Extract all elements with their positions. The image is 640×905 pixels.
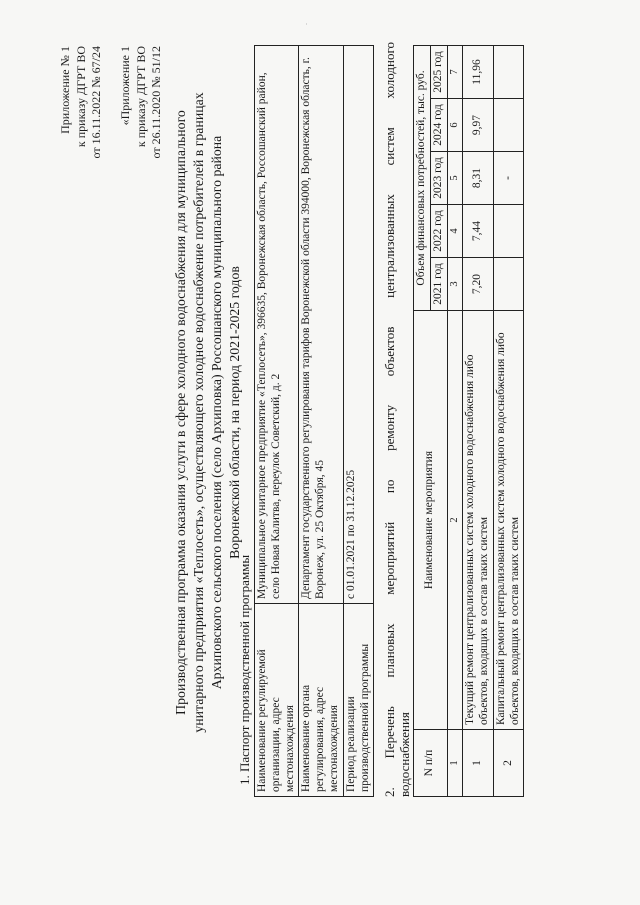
year-value: 7,20	[463, 258, 494, 311]
section-2-title: 2. Перечень плановых мероприятий по ремонту объектов централизованных систем холодного	[382, 42, 397, 797]
column-index: 6	[447, 99, 463, 152]
table-row	[343, 46, 374, 797]
column-index: 5	[447, 152, 463, 205]
year-value	[493, 99, 524, 152]
header-line: «Приложение 1	[118, 46, 132, 126]
repair-activities-table	[413, 45, 524, 797]
header-line: от 26.11.2020 № 51/12	[149, 46, 164, 159]
appendix-header-original	[118, 46, 165, 158]
column-index: 2	[447, 311, 463, 730]
appendix-header-current	[58, 46, 105, 158]
col-header-num: N п/п	[414, 730, 448, 797]
passport-value: с 01.01.2021 по 31.12.2025	[343, 46, 374, 604]
year-value: 7,44	[463, 205, 494, 258]
column-index: 3	[447, 258, 463, 311]
passport-label: Наименование органа регулирования, адрес местонахождения	[299, 604, 343, 797]
col-header-year: 2022 год	[430, 205, 447, 258]
title-line: унитарного предприятия «Теплосеть», осуществляющего холодное водоснабжение потребителей в границах	[190, 92, 206, 733]
column-index: 4	[447, 205, 463, 258]
row-num: 1	[463, 730, 494, 797]
col-header-name: Наименование мероприятия	[414, 311, 448, 730]
year-value: 11,96	[463, 46, 494, 99]
table-row	[463, 46, 494, 797]
table-row	[493, 46, 524, 797]
section-1-title: 1. Паспорт производственной программы	[237, 554, 252, 785]
passport-label: Период реализации производственной программы	[343, 604, 374, 797]
header-line: Приложение № 1	[58, 46, 72, 134]
col-header-year: 2021 год	[430, 258, 447, 311]
document-title	[172, 70, 244, 755]
title-line: Архиповского сельского поселения (село Архиповка) Россошанского муниципального района	[208, 135, 224, 690]
table-header-row	[414, 46, 431, 797]
title-line: Производственная программа оказания услуги в сфере холодного водоснабжения для муниципального	[173, 110, 188, 715]
header-line: от 16.11.2022 № 67/24	[89, 46, 104, 159]
passport-value: Муниципальное унитарное предприятие «Теплосеть», 396635, Воронежская область, Россошанский район, село Новая Калитва, переулок Советский, д. 2	[255, 46, 299, 604]
program-passport-table	[254, 45, 374, 797]
scan-artifact: .	[300, 23, 309, 25]
year-value	[493, 205, 524, 258]
activity-name: Текущий ремонт централизованных систем холодного водоснабжения либо объектов, входящих в состав таких систем	[463, 311, 494, 730]
passport-label: Наименование регулируемой организации, адрес местонахождения	[255, 604, 299, 797]
col-header-year: 2025 год	[430, 46, 447, 99]
col-header-year: 2024 год	[430, 99, 447, 152]
year-value	[493, 46, 524, 99]
table-row	[255, 46, 299, 797]
section-2-title-continued: водоснабжения	[397, 712, 412, 797]
passport-value: Департамент государственного регулирования тарифов Воронежской области 394000, Воронежская область, г. Воронеж, ул. 25 Октября, 45	[299, 46, 343, 604]
header-line: к приказу ДГРТ ВО	[73, 46, 88, 148]
year-value: 9,97	[463, 99, 494, 152]
table-row	[299, 46, 343, 797]
column-index: 7	[447, 46, 463, 99]
column-index-row	[447, 46, 463, 797]
header-line: к приказу ДГРТ ВО	[133, 46, 148, 148]
col-header-volume: Объем финансовых потребностей, тыс. руб.	[414, 46, 431, 311]
title-line: Воронежской области, на период 2021-2025 годов	[226, 266, 242, 559]
activity-name: Капитальный ремонт централизованных систем холодного водоснабжения либо объектов, входящих в состав таких систем	[493, 311, 524, 730]
column-index: 1	[447, 730, 463, 797]
year-value	[493, 258, 524, 311]
year-value: -	[493, 152, 524, 205]
year-value: 8,31	[463, 152, 494, 205]
row-num: 2	[493, 730, 524, 797]
col-header-year: 2023 год	[430, 152, 447, 205]
